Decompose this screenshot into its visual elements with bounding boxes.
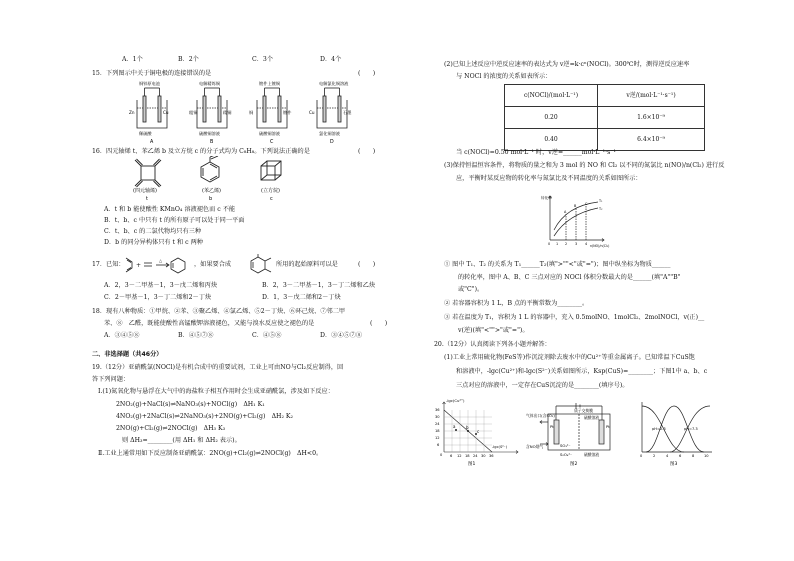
svg-text:+: + — [136, 262, 142, 269]
cell-left-electrode: 铜 — [249, 110, 254, 115]
q15-stem: 15．下列图示中关于铜电极的连接错误的是 — [92, 70, 212, 77]
q16-option-c: C．t、b、c 的二氯代物均只有三种 — [104, 228, 202, 235]
cubane-structure — [261, 161, 281, 180]
cell-solution: 硫酸铜溶液 — [259, 131, 280, 136]
q19-3-item-3: ③ 若在温度为 T₁，容积为 1 L 的容器中，充入 0.5molNO、1molCl₂、2molNOCl，v(正)__ — [444, 314, 705, 321]
q14-option-b: B．2个 — [178, 56, 199, 63]
acid-label-bottom: 硫酸溶液 — [584, 452, 600, 457]
tick-label: 6 — [679, 454, 682, 458]
q17-option-b: B．2，3－二甲基－1，3－丁二烯和乙炔 — [262, 282, 376, 289]
q18-option-a: A．③④⑤⑧ — [104, 332, 140, 339]
membrane-label: 质子交换膜 — [574, 408, 593, 413]
tick-label: 30 — [435, 415, 440, 419]
point-label: a — [453, 424, 456, 429]
point-label: A — [564, 210, 567, 214]
q19-3-item-2: ② 若容器容积为 1 L，B 点的平衡常数为________。 — [444, 300, 589, 307]
series-label: T₁ — [599, 199, 603, 203]
q16-option-d: D．b 的同分异构体只有 t 和 c 两种 — [104, 239, 203, 246]
tick-label: 36 — [489, 454, 494, 458]
q19-intro-line-2: 答下列问题： — [92, 376, 130, 383]
q16-option-b: B．t、b、c 中只有 t 的所有原子可以处于同一平面 — [104, 217, 245, 224]
q19-3-item-1: ① 图中 T₁、T₂ 的关系为 T₁______T₂(填">""<"或"=")；图中纵坐标为物质______ — [444, 261, 671, 268]
figure-2-electrolysis — [526, 398, 634, 466]
b-label: (苯乙烯) — [202, 188, 221, 194]
series-label: T₂ — [599, 207, 603, 211]
ph-label: pH=2.3 — [652, 427, 666, 431]
fig1-xlabel: -lgc(S²⁻) — [492, 445, 507, 449]
q15-paren: ( ) — [358, 70, 376, 77]
q19-2-line-1: (2)已知上述反应中逆反应速率的表达式为 v逆=k·cⁿ(NOCl)。300℃时，测得逆反应速率 — [444, 61, 690, 68]
tick-label: 8 — [692, 454, 695, 458]
q19-intro-line-1: 19.（12分）亚硝酰氯(NOCl)是有机合成中的重要试剂，工业上可由NO与Cl₂反应制得，回 — [92, 364, 344, 371]
q20-line-4: 三点对应的溶液中，一定存在CuS沉淀的是________(填序号)。 — [456, 382, 629, 389]
q20-title: 20.（12分）认真阅读下列各小题并解答： — [434, 341, 551, 348]
tick-label: 10 — [704, 454, 709, 458]
tick-label: 1 — [556, 242, 559, 246]
gas-outlet-label: 气体出口(含SO₂) — [526, 413, 555, 418]
q19-part-1: Ⅰ.(1)氮氧化物与悬浮在大气中的海盐粒子相互作用时会生成亚硝酰氯，涉及如下反应： — [98, 388, 334, 395]
electrode-cell — [309, 80, 352, 145]
cell-letter: D — [330, 140, 334, 145]
tick-label: 12 — [457, 454, 462, 458]
q19-3-item-1c: 或"C")。 — [458, 286, 484, 293]
tick-label: 4 — [585, 242, 588, 246]
fig1-caption: 图1 — [468, 462, 476, 466]
fig1-xticks — [450, 454, 494, 458]
table-cell: 6.4×10⁻⁹ — [598, 129, 705, 151]
cell-right-electrode: 精铜 — [223, 110, 232, 115]
q18-line-2: 苯、⑧ 乙醛，既能使酸性高锰酸钾溶液褪色，又能与溴水反应使之褪色的是 — [104, 320, 315, 327]
q18-option-b: B．④⑤⑦⑧ — [178, 332, 214, 339]
q17-option-c: C．2－甲基－1，3－丁二烯和2－丁炔 — [104, 294, 212, 301]
q14-option-a: A．1个 — [122, 56, 143, 63]
b-letter: b — [209, 196, 213, 202]
tick-label: 24 — [473, 454, 478, 458]
q18-paren: ( ) — [370, 320, 388, 327]
cell-left-electrode: 粗铜 — [189, 110, 198, 115]
point-a — [455, 429, 457, 431]
q17-option-a: A．2，3－二甲基－1，3－戊二烯和丙炔 — [104, 282, 218, 289]
sulfite-label: SO₃²⁻ — [560, 443, 571, 448]
t-letter: t — [146, 196, 148, 202]
cell-title: 镀件上镀铜 — [259, 81, 280, 86]
electrode-right-label: Pt — [606, 424, 610, 429]
q17-option-d: D．1，3－戊二烯和2－丁炔 — [262, 294, 341, 301]
cell-solution: 硫酸铜溶液 — [199, 131, 220, 136]
q17-prefix: 17．已知： — [92, 261, 125, 268]
table-header-concentration: c(NOCl)/(mol·L⁻¹) — [505, 85, 598, 107]
acid-label: 硫酸溶液 — [584, 415, 600, 420]
tick-label: 0 — [548, 242, 551, 246]
table-cell: 0.40 — [505, 129, 598, 151]
t-label: (四元轴烯) — [133, 188, 157, 194]
fig1-ylabel: -lgc(Cu²⁺) — [446, 398, 465, 403]
table-row — [505, 129, 705, 151]
cell-solution: 氯化铜溶液 — [319, 131, 340, 136]
q19-3-item-3b: v(逆)(填"<"">"或"=")。 — [458, 327, 529, 334]
c-letter: c — [270, 196, 273, 202]
electrode-cell — [249, 80, 292, 145]
tick-label: 30 — [481, 454, 486, 458]
fig1-yticks — [435, 408, 443, 457]
graph-xlabel: n(NO)/n(Cl₂) — [590, 244, 610, 248]
q20-line-2: (1)工业上常用硫化物(FeS等)作沉淀剂除去废水中的Cu²⁺等重金属离子。已知常温下CuS饱 — [444, 354, 695, 361]
c-label: (立方烷) — [261, 188, 280, 194]
cell-right-electrode: 石墨 — [343, 110, 352, 115]
q19-2-line-2: 与 NOCl 的浓度的关系如表所示： — [456, 73, 552, 80]
tick-label: 18 — [465, 454, 470, 458]
cell-title: 电解氯化铜溶液 — [319, 81, 349, 86]
q19-equation-3: 2NO(g)+Cl₂(g)⇌2NOCl(g) ΔH₃ K₃ — [116, 425, 226, 432]
tick-label: 2 — [565, 242, 568, 246]
styrene-structure — [201, 156, 219, 182]
q16-paren: ( ) — [358, 148, 376, 155]
graph-ylabel: 转化率 — [541, 196, 552, 200]
tick-label: 0 — [440, 453, 443, 457]
q19-equation-1: 2NO₂(g)+NaCl(s)⇌NaNO₃(s)+NOCl(g) ΔH₁ K₁ — [116, 401, 265, 408]
tick-label: 24 — [435, 422, 440, 426]
q18-line-1: 18．现有八种物质：①甲烷、②苯、③聚乙烯、④氯乙烯、⑤2－丁炔、⑥环己烷、⑦邻二甲 — [92, 308, 346, 315]
table-header-rate: v逆/(mol·L⁻¹·s⁻¹) — [598, 85, 705, 107]
q16-option-a: A．t 和 b 能使酸性 KMnO₄ 溶液褪色而 c 不能 — [104, 206, 236, 213]
conversion-graph — [540, 192, 610, 248]
electrode-left-label: Pt — [550, 424, 554, 429]
q16-stem: 16．四元轴烯 t、苯乙烯 b 及立方烷 c 的分子式均为 C₈H₈。下列说法正确的是 — [92, 148, 310, 155]
point-label: C — [585, 202, 588, 206]
target-molecule — [240, 254, 276, 276]
table-cell: 1.6×10⁻⁹ — [598, 107, 705, 129]
cell-letter: B — [210, 140, 214, 145]
tetramethylene-cyclobutane-structure — [135, 159, 161, 187]
no-flue-gas-label: 含NO烟气 — [526, 444, 544, 449]
tick-label: 3 — [575, 242, 578, 246]
cell-right-electrode: Cu — [163, 110, 169, 115]
q16-structures-figure — [125, 156, 295, 204]
q17-suffix: ，如果要合成 — [194, 261, 232, 268]
cell-left-electrode: Zn — [129, 110, 135, 115]
q14-option-c: C．3个 — [252, 56, 274, 63]
svg-text:△: △ — [159, 258, 163, 263]
q18-option-c: C．④⑤⑧ — [252, 332, 282, 339]
q19-3-line-1: (3)保持恒温恒容条件，将物质的量之和为 3 mol 的 NO 和 Cl₂ 以不同的氮氯比 n(NO)/n(Cl₂) 进行反 — [444, 162, 725, 169]
cell-title: 铜锌原电池 — [139, 81, 160, 86]
tick-label: 6 — [450, 454, 453, 458]
q19-part-2: Ⅱ.工业上通常用如下反应制备亚硝酰氯：2NO(g)+Cl₂(g)⇌2NOCl(g) ΔH<0。 — [98, 450, 323, 457]
cell-solution: 稀硫酸 — [139, 131, 152, 136]
electrode-cell — [129, 80, 169, 145]
dithionite-label: S₂O₄²⁻ — [560, 452, 572, 457]
tick-label: 0 — [640, 454, 643, 458]
point-label: B — [574, 204, 577, 208]
cell-letter: A — [150, 140, 154, 145]
point-label: b — [466, 425, 469, 430]
cell-right-electrode: 镀件 — [283, 110, 292, 115]
diels-alder-scheme — [122, 254, 194, 276]
cell-title: 电解精炼铜 — [199, 81, 220, 86]
table-header-row — [505, 85, 705, 107]
q19-equation-4: 则 ΔH₃=________(用 ΔH₁ 和 ΔH₂ 表示)。 — [122, 437, 241, 444]
tick-label: 36 — [435, 408, 440, 412]
cell-letter: C — [270, 140, 274, 145]
electrode-cell — [189, 80, 232, 145]
table-row — [505, 107, 705, 129]
figure-3-distribution — [634, 396, 716, 466]
tick-label: 2 — [653, 454, 656, 458]
fig3-caption: 图3 — [670, 462, 678, 466]
q18-option-d: D．③④⑤⑦⑧ — [320, 332, 363, 339]
rate-table — [504, 84, 705, 151]
section-2-heading: 二、非选择题（共46分） — [92, 351, 163, 358]
q17-paren: ( ) — [358, 261, 376, 268]
table-cell: 0.20 — [505, 107, 598, 129]
q19-equation-2: 4NO₂(g)+2NaCl(s)⇌2NaNO₃(s)+2NO(g)+Cl₂(g) ΔH₂ K₂ — [116, 413, 293, 420]
fig2-caption: 图2 — [570, 462, 578, 466]
q19-2-after-table: 当 c(NOCl)=0.50 mol·L⁻¹ 时，v逆=______mol·L⁻¹·s⁻¹ — [456, 149, 617, 156]
tick-label: 4 — [666, 454, 669, 458]
q19-3-item-1b: 的转化率，图中 A、B、C 三点对应的 NOCl 体积分数最大的是______(填"A""B" — [458, 274, 681, 281]
figure-1-graph — [430, 396, 522, 466]
cell-left-electrode: Cu — [309, 110, 315, 115]
q19-3-line-2: 应，平衡时某反应物的转化率与氮氯比及不同温度的关系如图所示： — [456, 175, 642, 182]
point-label: c — [477, 429, 480, 434]
tick-label: 12 — [435, 436, 440, 440]
point-b — [467, 430, 469, 432]
q14-option-d: D．4个 — [320, 56, 342, 63]
q15-electrode-figure — [125, 78, 365, 146]
q17-tail: 所用的起始原料可以是 — [276, 261, 338, 268]
tick-label: 18 — [435, 429, 440, 433]
tick-label: 6 — [437, 443, 440, 447]
ph-label: pH=7.3 — [684, 427, 698, 431]
q20-line-3: 和溶液中，-lgc(Cu²⁺)和-lgc(S²⁻)关系如图所示，Ksp(CuS)=________；下图1中 a、b、c — [456, 368, 708, 375]
